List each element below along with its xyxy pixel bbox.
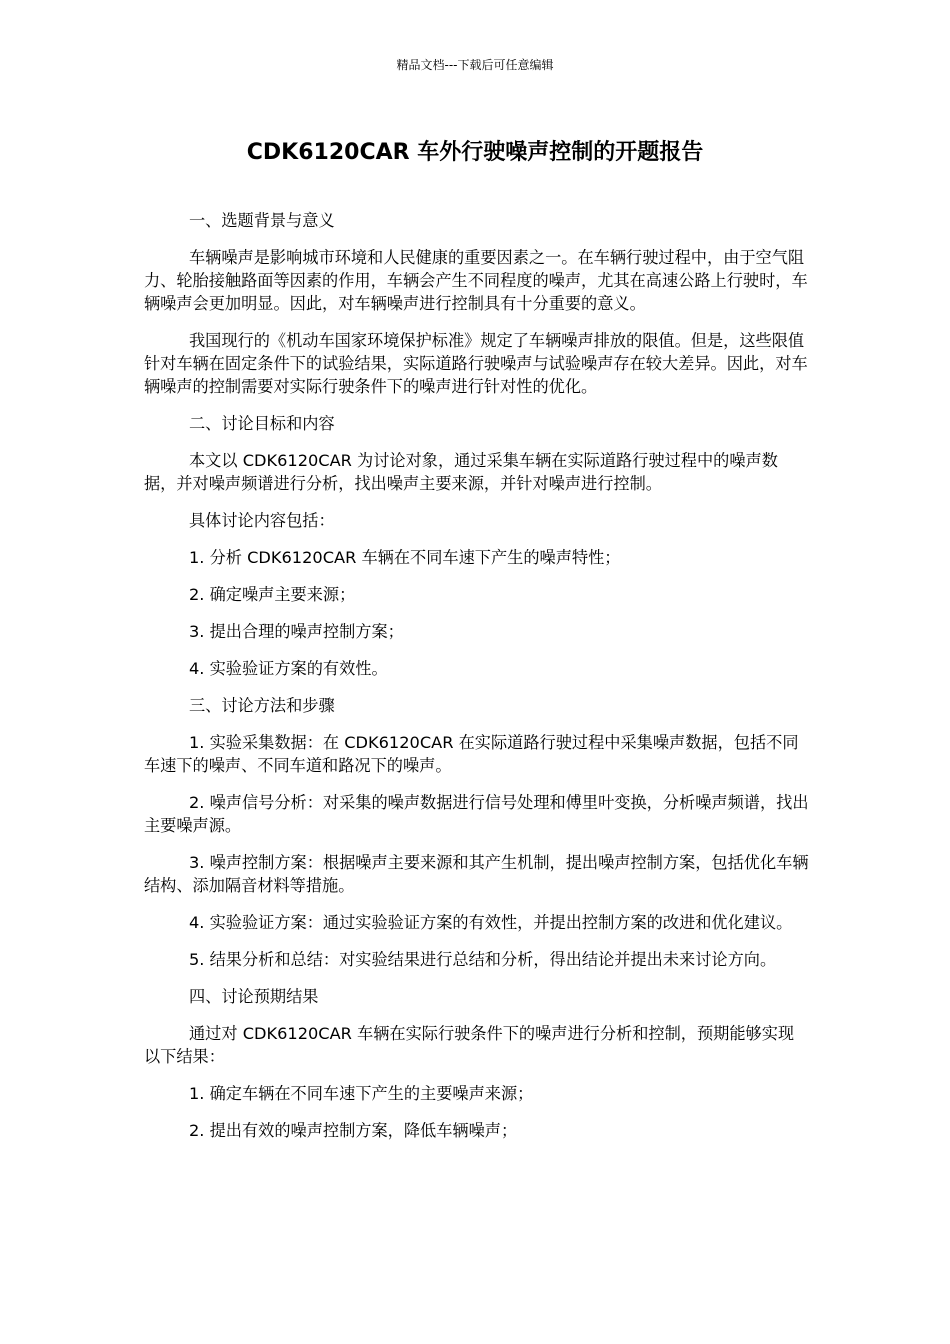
section-heading: 一、选题背景与意义 xyxy=(189,211,335,230)
section-heading: 二、讨论目标和内容 xyxy=(189,414,335,433)
list-item: 5. 结果分析和总结：对实验结果进行总结和分析，得出结论并提出未来讨论方向。 xyxy=(189,950,777,969)
page-header: 精品文档---下载后可任意编辑 xyxy=(396,58,554,72)
body-paragraph: 具体讨论内容包括： xyxy=(189,511,335,530)
document-title: CDK6120CAR 车外行驶噪声控制的开题报告 xyxy=(246,140,704,165)
list-item: 4. 实验验证方案的有效性。 xyxy=(189,659,388,678)
list-item: 4. 实验验证方案：通过实验验证方案的有效性，并提出控制方案的改进和优化建议。 xyxy=(189,913,793,932)
list-item: 1. 确定车辆在不同车速下产生的主要噪声来源； xyxy=(189,1084,534,1103)
list-item: 3. 提出合理的噪声控制方案； xyxy=(189,622,404,641)
list-item: 2. 噪声信号分析：对采集的噪声数据进行信号处理和傅里叶变换，分析噪声频谱，找出主要噪声源。 xyxy=(144,793,809,835)
body-paragraph: 通过对 CDK6120CAR 车辆在实际行驶条件下的噪声进行分析和控制，预期能够实现以下结果： xyxy=(144,1024,795,1066)
list-item: 2. 提出有效的噪声控制方案，降低车辆噪声； xyxy=(189,1121,518,1140)
document-body xyxy=(144,209,809,1156)
section-heading: 四、讨论预期结果 xyxy=(189,987,319,1006)
list-item: 2. 确定噪声主要来源； xyxy=(189,585,356,604)
list-item: 1. 实验采集数据：在 CDK6120CAR 在实际道路行驶过程中采集噪声数据，包括不同车速下的噪声、不同车道和路况下的噪声。 xyxy=(144,733,799,775)
body-paragraph: 车辆噪声是影响城市环境和人民健康的重要因素之一。在车辆行驶过程中，由于空气阻力、轮胎接触路面等因素的作用，车辆会产生不同程度的噪声，尤其在高速公路上行驶时，车辆噪声会更加明显。因此，对车辆噪声进行控制具有十分重要的意义。 xyxy=(144,248,808,313)
list-item: 1. 分析 CDK6120CAR 车辆在不同车速下产生的噪声特性； xyxy=(189,548,621,567)
list-item: 3. 噪声控制方案：根据噪声主要来源和其产生机制，提出噪声控制方案，包括优化车辆结构、添加隔音材料等措施。 xyxy=(144,853,809,895)
section-heading: 三、讨论方法和步骤 xyxy=(189,696,335,715)
body-paragraph: 我国现行的《机动车国家环境保护标准》规定了车辆噪声排放的限值。但是，这些限值针对车辆在固定条件下的试验结果，实际道路行驶噪声与试验噪声存在较大差异。因此，对车辆噪声的控制需要对实际行驶条件下的噪声进行针对性的优化。 xyxy=(144,331,808,396)
body-paragraph: 本文以 CDK6120CAR 为讨论对象，通过采集车辆在实际道路行驶过程中的噪声数据，并对噪声频谱进行分析，找出噪声主要来源，并针对噪声进行控制。 xyxy=(144,451,778,493)
